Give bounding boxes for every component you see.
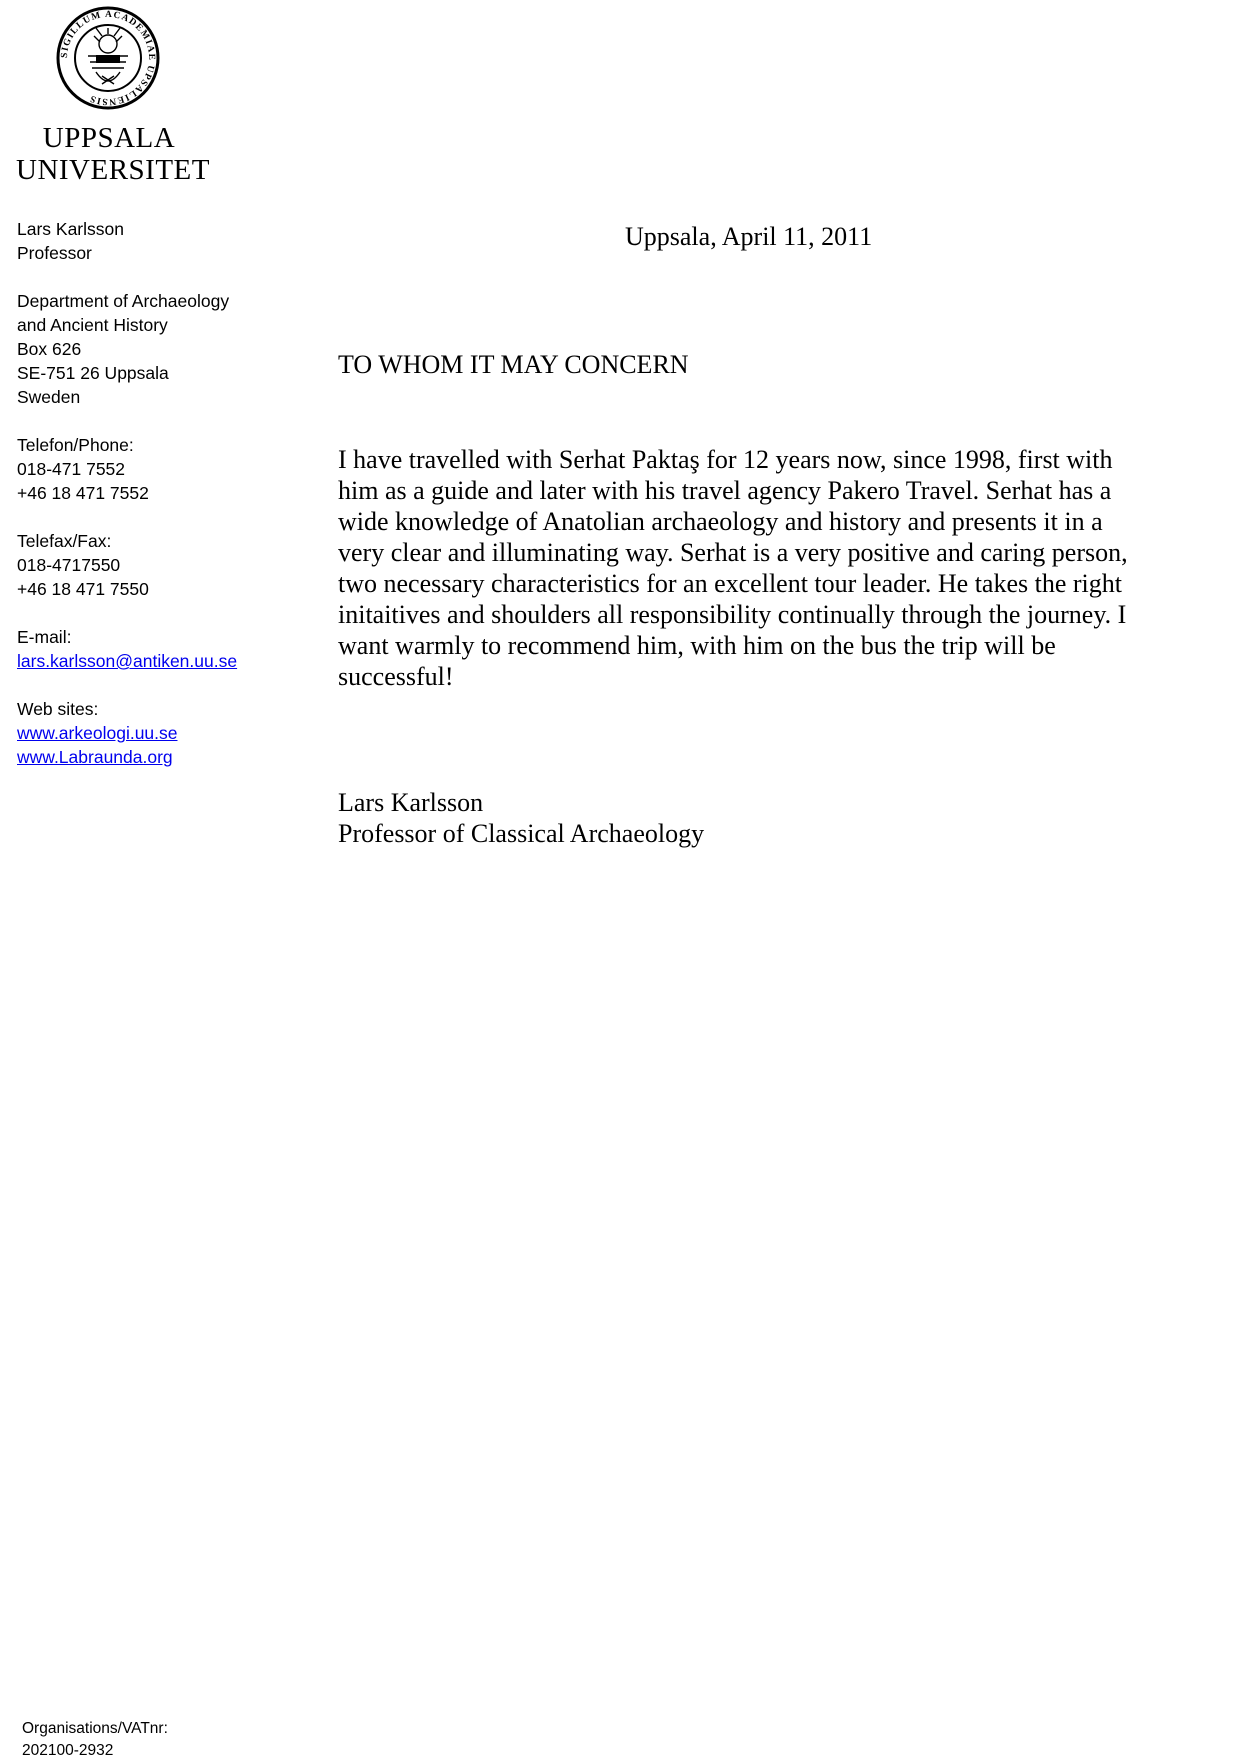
sender-info-sidebar: [17, 217, 317, 769]
letter-body-line: I have travelled with Serhat Paktaş for 12 years now, since 1998, first with: [338, 445, 1113, 474]
university-wordmark: [16, 122, 210, 186]
website-link-arkeologi[interactable]: www.arkeologi.uu.se: [17, 723, 178, 743]
web-label: Web sites:: [17, 699, 99, 719]
footer-value: 202100-2932: [22, 1742, 114, 1759]
letter-body-line: want warmly to recommend him, with him on the bus the trip will be: [338, 631, 1056, 660]
address-postal: SE-751 26 Uppsala: [17, 363, 169, 383]
letter-signature: [338, 787, 704, 849]
phone-international: +46 18 471 7552: [17, 483, 149, 503]
letter-body-line: very clear and illuminating way. Serhat is a very positive and caring person,: [338, 538, 1128, 567]
website-link-labraunda[interactable]: www.Labraunda.org: [17, 747, 173, 767]
department-line-2: and Ancient History: [17, 315, 168, 335]
address-country: Sweden: [17, 387, 81, 407]
seal-text: SIGILLUM ACADEMIAE UPSALIENSIS: [59, 9, 157, 107]
wordmark-line-1: UPPSALA: [42, 122, 176, 154]
signature-name: Lars Karlsson: [338, 788, 484, 817]
university-seal-icon: [56, 6, 160, 110]
email-link[interactable]: lars.karlsson@antiken.uu.se: [17, 651, 238, 671]
email-label: E-mail:: [17, 627, 72, 647]
fax-domestic: 018-4717550: [17, 555, 121, 575]
letter-salutation: TO WHOM IT MAY CONCERN: [338, 350, 689, 379]
fax-international: +46 18 471 7550: [17, 579, 149, 599]
phone-domestic: 018-471 7552: [17, 459, 126, 479]
fax-label: Telefax/Fax:: [17, 531, 112, 551]
letter-body-line: wide knowledge of Anatolian archaeology and history and presents it in a: [338, 507, 1103, 536]
letter-body-line: two necessary characteristics for an excellent tour leader. He takes the right: [338, 569, 1122, 598]
letter-body-line: successful!: [338, 662, 454, 691]
sender-name: Lars Karlsson: [17, 219, 124, 239]
letter-body-line: him as a guide and later with his travel agency Pakero Travel. Serhat has a: [338, 476, 1112, 505]
sender-position: Professor: [17, 243, 92, 263]
department-line-1: Department of Archaeology: [17, 291, 230, 311]
letter-body-line: initaitives and shoulders all responsibility continually through the journey. I: [338, 600, 1127, 629]
wordmark-line-2: UNIVERSITET: [16, 154, 210, 186]
letter-body: [338, 444, 1198, 692]
footer-label: Organisations/VATnr:: [22, 1720, 168, 1737]
letter-date: Uppsala, April 11, 2011: [625, 222, 873, 251]
address-box: Box 626: [17, 339, 82, 359]
signature-title: Professor of Classical Archaeology: [338, 819, 705, 848]
footer-org-number: [22, 1718, 168, 1762]
phone-label: Telefon/Phone:: [17, 435, 134, 455]
